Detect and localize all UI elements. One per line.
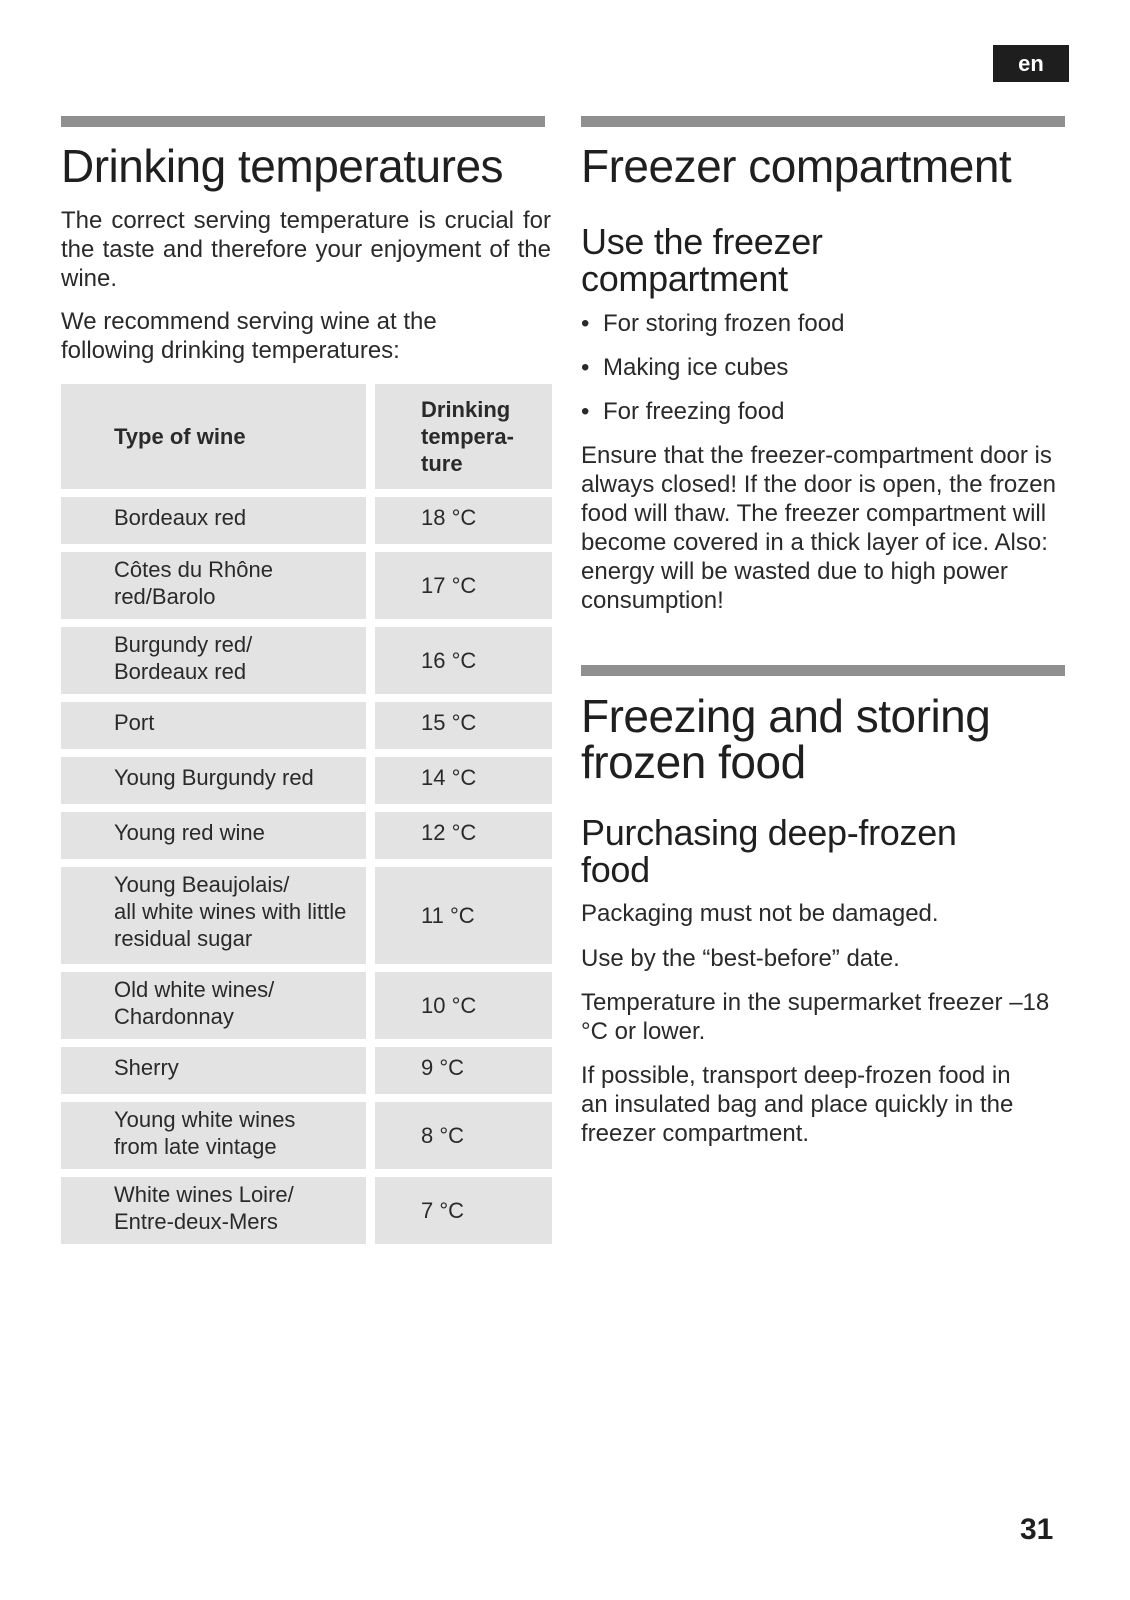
temperature-cell: 9 °C	[375, 1047, 552, 1094]
purchasing-subheading: Purchasing deep-frozen food	[581, 812, 957, 890]
temperature-cell: 7 °C	[375, 1177, 552, 1244]
temperature-cell: 12 °C	[375, 812, 552, 859]
list-item: • Making ice cubes	[581, 354, 789, 381]
temperature-cell: 16 °C	[375, 627, 552, 694]
header-temp-line: ture	[421, 451, 463, 476]
header-type-of-wine: Type of wine	[61, 384, 366, 489]
transport-paragraph: If possible, transport deep-frozen food in an insulated bag and place quickly in the freezer compartment.	[581, 1062, 1014, 1147]
temperature-cell: 10 °C	[375, 972, 552, 1039]
header-temp-line: Drinking	[421, 397, 511, 422]
table-header-row	[61, 384, 552, 489]
language-badge: en	[993, 45, 1069, 82]
section-rule-left	[61, 116, 545, 127]
temperature-cell: 18 °C	[375, 497, 552, 544]
packaging-paragraph: Packaging must not be damaged.	[581, 900, 939, 927]
temperature-cell: 8 °C	[375, 1102, 552, 1169]
table-row	[61, 497, 552, 544]
intro-paragraph-1: The correct serving temperature is crucial for the taste and therefore your enjoyment of the wine.	[61, 207, 551, 292]
wine-type-cell: Bordeaux red	[61, 497, 366, 544]
freezer-uses-list	[581, 309, 1061, 441]
temperature-cell: 17 °C	[375, 552, 552, 619]
section-rule-freezing	[581, 665, 1065, 676]
freezer-compartment-heading: Freezer compartment	[581, 140, 1012, 192]
table-row	[61, 552, 552, 619]
freezing-storing-heading-line1: Freezing and storing	[581, 690, 991, 742]
section-rule-freezer	[581, 116, 1065, 127]
intro-paragraph-2: We recommend serving wine at the following drinking temperatures:	[61, 308, 437, 364]
wine-type-cell: Young red wine	[61, 812, 366, 859]
table-row	[61, 757, 552, 804]
wine-type-cell: Burgundy red/ Bordeaux red	[61, 627, 366, 694]
best-before-paragraph: Use by the “best-before” date.	[581, 945, 900, 972]
table-row	[61, 627, 552, 694]
freezing-storing-heading-line2: frozen food	[581, 736, 806, 788]
supermarket-temp-paragraph: Temperature in the supermarket freezer –18 °C or lower.	[581, 989, 1050, 1045]
list-item: • For storing frozen food	[581, 310, 845, 337]
wine-type-cell: Young Burgundy red	[61, 757, 366, 804]
page-number: 31	[1020, 1513, 1054, 1546]
table-row	[61, 867, 552, 964]
temperature-cell: 11 °C	[375, 867, 552, 964]
table-row	[61, 1177, 552, 1244]
header-temp-line: tempera-	[421, 424, 514, 449]
table-row	[61, 812, 552, 859]
temperature-cell: 14 °C	[375, 757, 552, 804]
wine-type-cell: Côtes du Rhône red/Barolo	[61, 552, 366, 619]
temperature-cell: 15 °C	[375, 702, 552, 749]
table-row	[61, 702, 552, 749]
wine-type-cell: White wines Loire/ Entre-deux-Mers	[61, 1177, 366, 1244]
list-item: • For freezing food	[581, 398, 785, 425]
wine-type-cell: Sherry	[61, 1047, 366, 1094]
header-drinking-temperature	[375, 384, 552, 489]
wine-type-cell: Old white wines/ Chardonnay	[61, 972, 366, 1039]
wine-temperature-table	[61, 384, 552, 1252]
wine-type-cell: Port	[61, 702, 366, 749]
table-row	[61, 972, 552, 1039]
drinking-temperatures-heading: Drinking temperatures	[61, 140, 504, 192]
wine-type-cell: Young white wines from late vintage	[61, 1102, 366, 1169]
freezer-door-paragraph: Ensure that the freezer-compartment door is always closed! If the door is open, the frozen food will thaw. The freezer compartment will become covered in a thick layer of ice. Also: energy will be wasted due to high power consumption!	[581, 442, 1056, 614]
use-freezer-subheading: Use the freezer compartment	[581, 221, 823, 299]
table-row	[61, 1102, 552, 1169]
wine-type-cell: Young Beaujolais/ all white wines with little residual sugar	[61, 867, 366, 964]
table-row	[61, 1047, 552, 1094]
